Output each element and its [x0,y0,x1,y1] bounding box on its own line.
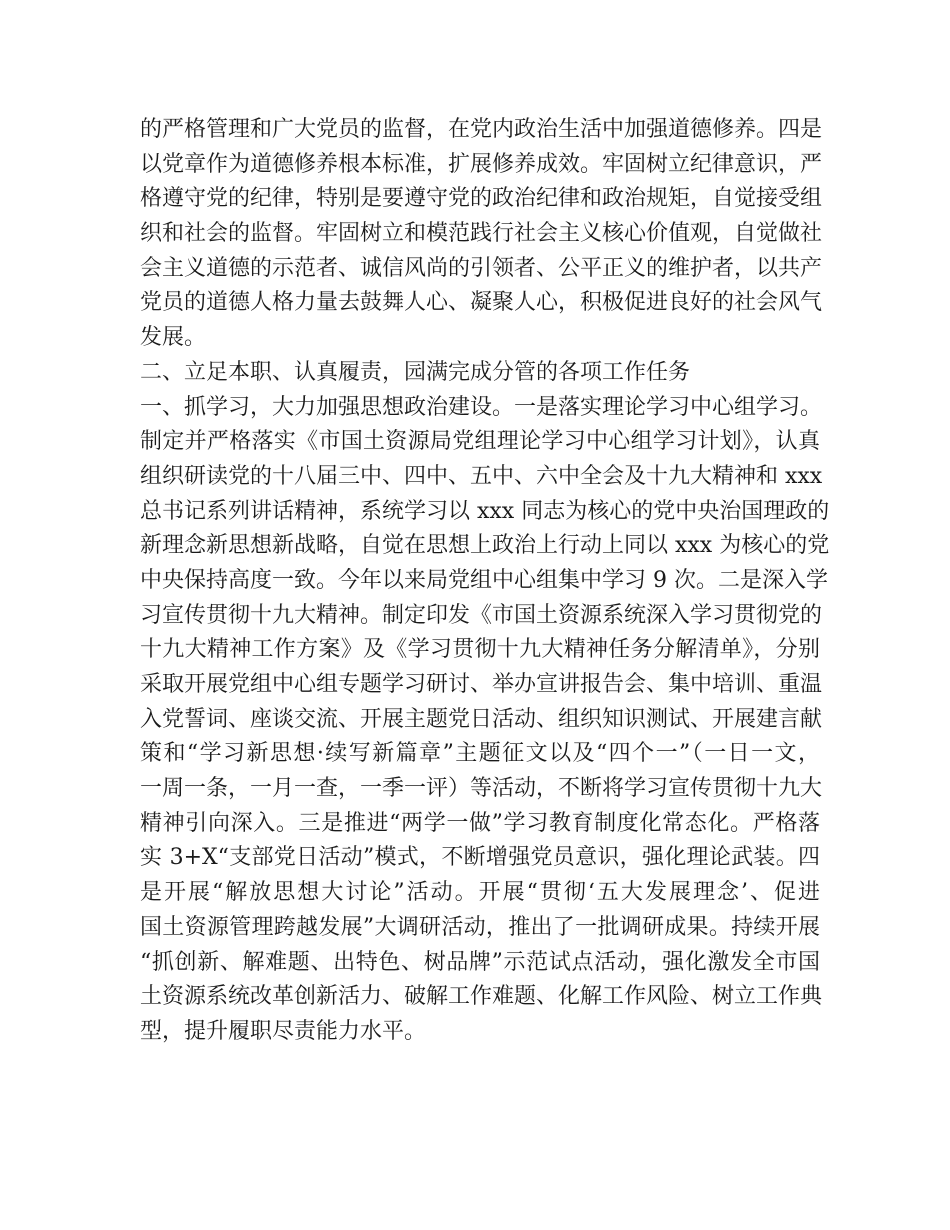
text-line: 土资源系统改革创新活力、破解工作难题、化解工作风险、树立工作典 [140,984,823,1010]
text-line: 党员的道德人格力量去鼓舞人心、凝聚人心，积极促进良好的社会风气 [140,290,823,316]
text-line: 的严格管理和广大党员的监督，在党内政治生活中加强道德修养。四是 [140,117,823,142]
text-line: “抓创新、解难题、出特色、树品牌”示范试点活动，强化激发全市国 [140,949,820,975]
text-line: 发展。 [140,325,207,351]
text-line: 是开展“解放思想大讨论”活动。开展“贯彻‘五大发展理念’、促进 [140,880,820,906]
text-line: 织和社会的监督。牢固树立和模范践行社会主义核心价值观，自觉做社 [140,221,823,247]
text-line: 以党章作为道德修养根本标准，扩展修养成效。牢固树立纪律意识，严 [140,151,823,177]
text-line: 组织研读党的十八届三中、四中、五中、六中全会及十九大精神和 xxx [140,463,823,489]
text-line: 采取开展党组中心组专题学习研讨、举办宣讲报告会、集中培训、重温 [140,672,823,697]
text-line: 型，提升履职尽责能力水平。 [140,1018,427,1044]
text-line: 格遵守党的纪律，特别是要遵守党的政治纪律和政治规矩，自觉接受组 [140,186,823,212]
text-line: 习宣传贯彻十九大精神。制定印发《市国土资源系统深入学习贯彻党的 [140,602,823,628]
document-body [140,113,830,1050]
text-line: 策和“学习新思想·续写新篇章”主题征文以及“四个一”（一日一文， [140,741,820,767]
text-line: 国土资源管理跨越发展”大调研活动，推出了一批调研成果。持续开展 [140,914,820,940]
text-line: 制定并严格落实《市国土资源局党组理论学习中心组学习计划》，认真 [140,429,820,455]
text-line: 会主义道德的示范者、诚信风尚的引领者、公平正义的维护者，以共产 [140,255,823,281]
text-line: 精神引向深入。三是推进“两学一做”学习教育制度化常态化。严格落 [140,810,820,836]
text-line: 新理念新思想新战略，自觉在思想上政治上行动上同以 xxx 为核心的党 [140,533,830,559]
text-line: 总书记系列讲话精神，系统学习以 xxx 同志为核心的党中央治国理政的 [140,498,830,524]
text-block [140,113,830,1050]
text-line: 一周一条，一月一查，一季一评）等活动，不断将学习宣传贯彻十九大 [140,776,823,802]
text-line: 十九大精神工作方案》及《学习贯彻十九大精神任务分解清单》，分别 [140,637,820,663]
text-line: 中央保持高度一致。今年以来局党组中心组集中学习 9 次。二是深入学 [140,567,828,593]
text-line: 入党誓词、座谈交流、开展主题党日活动、组织知识测试、开展建言献 [140,706,823,732]
text-line: 二、立足本职、认真履责，园满完成分管的各项工作任务 [140,359,691,385]
text-line: 实 3+X“支部党日活动”模式，不断增强党员意识，强化理论武装。四 [140,845,820,871]
text-line: 一、抓学习，大力加强思想政治建设。一是落实理论学习中心组学习。 [140,394,823,420]
